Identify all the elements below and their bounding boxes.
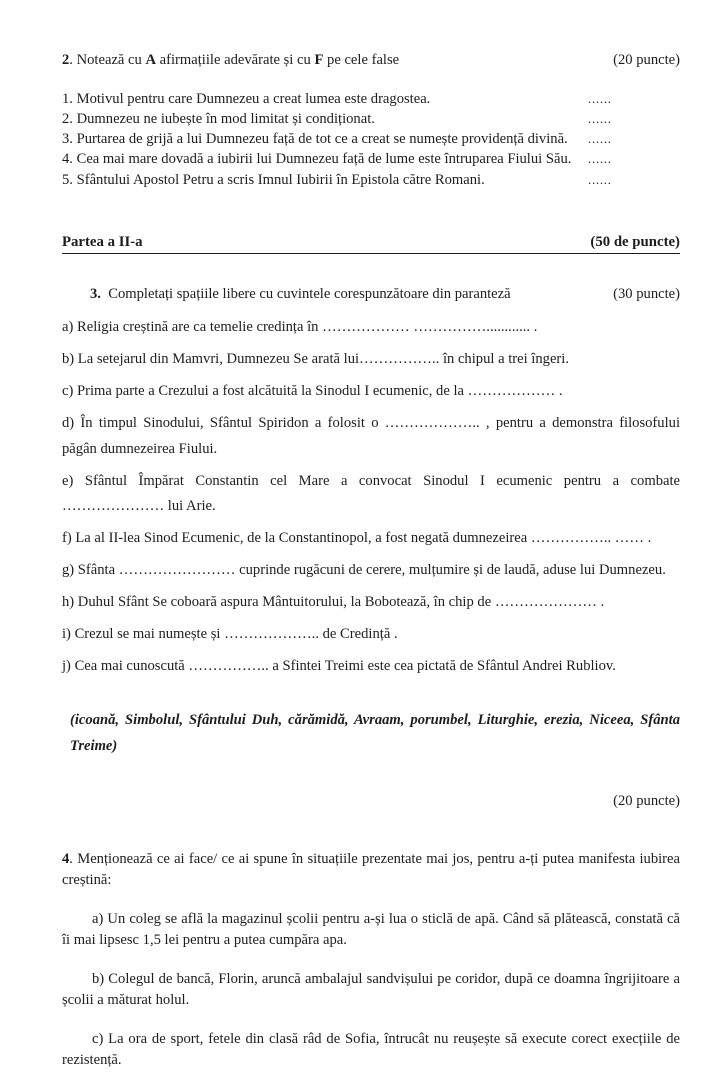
task-4-number: 4 <box>62 850 70 867</box>
situation-item-b: b) Colegul de bancă, Florin, aruncă ambalajul sandvișului pe coridor, după ce doamna îngrijitoare a școlii a măturat holul. <box>62 970 680 1009</box>
situation-item-a: a) Un coleg se află la magazinul școlii pentru a-și lua o sticlă de apă. Când să plătească, constată că îi mai lipsesc 1,5 lei pentru a putea cumpăra apa. <box>62 910 680 949</box>
task-2-prompt-part-3: pe cele false <box>323 52 400 68</box>
answer-blank[interactable]: ...... <box>588 131 612 147</box>
fill-in-blank-item-e[interactable]: e) Sfântul Împărat Constantin cel Mare a convocat Sinodul I ecumenic pentru a combate ………………… lui Arie. <box>62 472 680 515</box>
situation-item-c: c) La ora de sport, fetele din clasă râd de Sofia, întrucât nu reușește să execute corect execțiile de rezistență. <box>62 1030 680 1069</box>
list-item <box>62 149 680 169</box>
list-item <box>62 129 680 149</box>
answer-blank[interactable]: ...... <box>588 110 612 126</box>
true-false-list <box>62 89 680 190</box>
task-3-label <box>90 284 511 305</box>
fill-in-blank-item-b[interactable]: b) La setejarul din Mamvri, Dumnezeu Se arată lui…………….. în chipul a trei îngeri. <box>62 351 569 368</box>
task-4-prompt: . Menționează ce ai face/ ce ai spune în situațiile prezentate mai jos, pentru a-ți putea manifesta iubirea creștină: <box>62 850 680 889</box>
answer-blank[interactable]: ...... <box>588 171 612 187</box>
task-3-heading <box>62 284 680 305</box>
statement-text: 5. Sfântului Apostol Petru a scris Imnul Iubirii în Epistola către Romani. <box>62 171 485 188</box>
section-header-part-2 <box>62 232 680 254</box>
statement-text: 1. Motivul pentru care Dumnezeu a creat lumea este dragostea. <box>62 90 431 107</box>
task-2-letter-a: A <box>145 52 157 68</box>
task-2-prompt <box>62 50 399 71</box>
answer-blank[interactable]: ...... <box>588 151 612 167</box>
list-item <box>62 89 680 109</box>
task-2-letter-f: F <box>314 52 324 68</box>
section-title: Partea a II-a <box>62 233 143 250</box>
task-2-prompt-part-1: . Notează cu <box>69 52 146 68</box>
fill-in-blank-item-g[interactable]: g) Sfânta …………………… cuprinde rugăcuni de cerere, mulțumire și de laudă, aduse lui Dumnezeu. <box>62 562 666 579</box>
task-2-points: (20 puncte) <box>613 52 680 68</box>
task-2-prompt-part-2: afirmațiile adevărate și cu <box>156 52 315 68</box>
fill-in-blank-item-j[interactable]: j) Cea mai cunoscută …………….. a Sfintei Treimi este cea pictată de Sfântul Andrei Rubliov. <box>62 658 616 675</box>
list-item <box>62 170 680 190</box>
statement-text: 3. Purtarea de grijă a lui Dumnezeu față de tot ce a creat se numește providență divină. <box>62 131 568 148</box>
answer-blank[interactable]: ...... <box>588 90 612 106</box>
fill-in-blank-item-c[interactable]: c) Prima parte a Crezului a fost alcătuită la Sinodul I ecumenic, de la ……………… . <box>62 383 563 400</box>
task-2-heading <box>62 50 680 71</box>
fill-in-blank-list <box>62 315 680 680</box>
task-3-prompt: Completați spațiile libere cu cuvintele corespunzătoare din paranteză <box>108 285 511 302</box>
statement-text: 4. Cea mai mare dovadă a iubirii lui Dumnezeu față de lume este întruparea Fiului Său. <box>62 151 572 168</box>
fill-in-blank-item-h[interactable]: h) Duhul Sfânt Se coboară aspura Mântuitorului, la Bobotează, în chip de ………………… . <box>62 594 605 611</box>
fill-in-blank-item-f[interactable]: f) La al II-lea Sinod Ecumenic, de la Constantinopol, a fost negată dumnezeirea …………….. …… . <box>62 530 652 547</box>
fill-in-blank-item-i[interactable]: i) Crezul se mai numește și ……………….. de Credință . <box>62 626 398 643</box>
task-2-number: 2 <box>62 52 70 68</box>
task-4-heading <box>62 849 680 892</box>
fill-in-blank-item-d[interactable]: d) În timpul Sinodului, Sfântul Spiridon a folosit o ……………….. , pentru a demonstra filosofului păgân dumnezeirea Fiului. <box>62 415 680 457</box>
task-4-points: (20 puncte) <box>613 792 680 809</box>
task-3-points: (30 puncte) <box>613 285 680 302</box>
task-3-number: 3. <box>90 285 101 302</box>
section-points: (50 de puncte) <box>590 233 680 250</box>
list-item <box>62 109 680 129</box>
statement-text: 2. Dumnezeu ne iubește în mod limitat și condiționat. <box>62 110 375 127</box>
fill-in-blank-item-a[interactable]: a) Religia creștină are ca temelie credința în ……………… ……………............ . <box>62 319 538 336</box>
word-bank: (icoană, Simbolul, Sfântului Duh, cărămidă, Avraam, porumbel, Liturghie, erezia, Niceea, Sfânta Treime) <box>70 711 680 754</box>
